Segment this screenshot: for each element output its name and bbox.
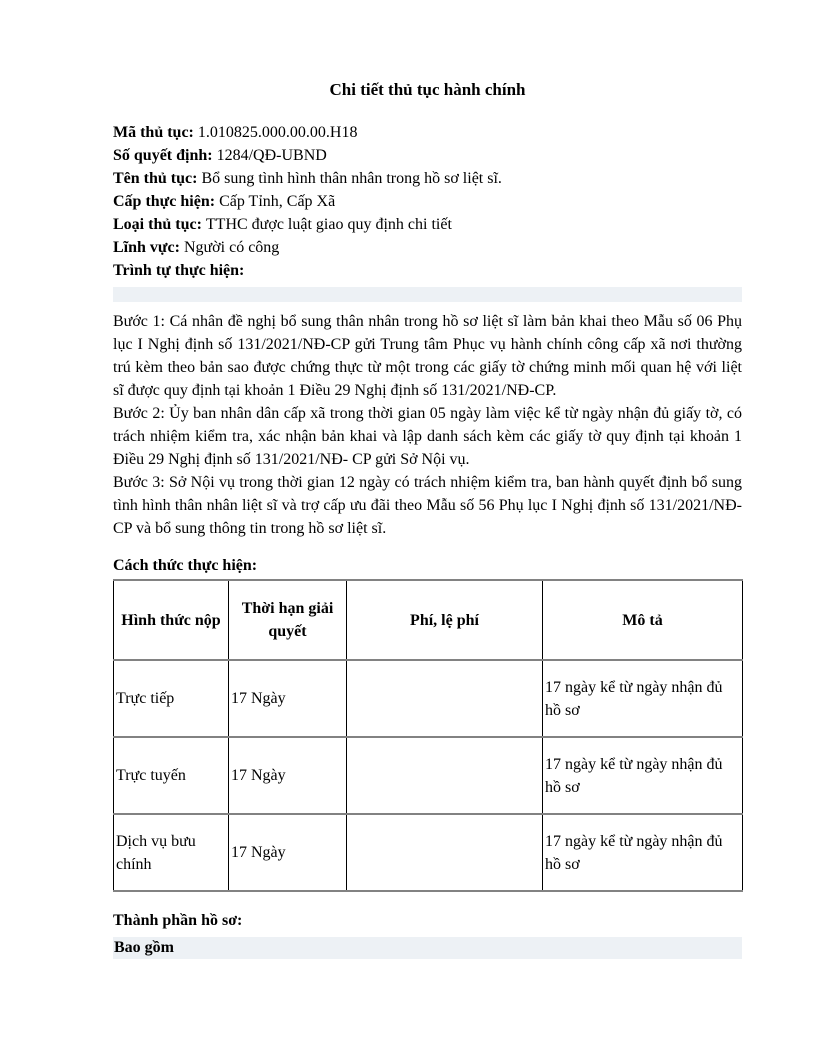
table-header-row bbox=[114, 580, 743, 660]
field-value: Bổ sung tình hình thân nhân trong hồ sơ liệt sĩ. bbox=[201, 170, 502, 187]
field-label: Cấp thực hiện: bbox=[113, 193, 216, 210]
page-title: Chi tiết thủ tục hành chính bbox=[329, 80, 526, 99]
field-value: Cấp Tỉnh, Cấp Xã bbox=[219, 193, 336, 210]
cell-hinh-thuc: Dịch vụ bưu chính bbox=[114, 814, 229, 891]
field-label: Tên thủ tục: bbox=[113, 170, 198, 187]
cell-phi bbox=[347, 814, 543, 891]
field-row-ten-thu-tuc bbox=[113, 167, 742, 190]
field-value: Người có công bbox=[183, 239, 280, 256]
cell-thoi-han: 17 Ngày bbox=[229, 737, 347, 814]
table-row bbox=[114, 737, 743, 814]
table-row bbox=[114, 814, 743, 891]
cell-hinh-thuc: Trực tuyến bbox=[114, 737, 229, 814]
includes-label-bar: Bao gồm bbox=[113, 937, 742, 959]
field-label: Lĩnh vực: bbox=[113, 239, 180, 256]
components-heading: Thành phần hồ sơ: bbox=[113, 912, 243, 929]
cell-thoi-han: 17 Ngày bbox=[229, 660, 347, 737]
cell-phi bbox=[347, 737, 543, 814]
field-row-cap-thuc-hien bbox=[113, 190, 742, 213]
process-steps bbox=[113, 310, 742, 540]
field-label: Loại thủ tục: bbox=[113, 216, 202, 233]
document-content bbox=[113, 78, 742, 959]
method-heading: Cách thức thực hiện: bbox=[113, 557, 258, 574]
cell-thoi-han: 17 Ngày bbox=[229, 814, 347, 891]
process-sequence-heading: Trình tự thực hiện: bbox=[113, 262, 245, 279]
step-paragraph-2: Bước 2: Ủy ban nhân dân cấp xã trong thời gian 05 ngày làm việc kể từ ngày nhận đủ giấy tờ, có trách nhiệm kiểm tra, xác nhận bản khai và lập danh sách kèm các giấy tờ quy định tại khoản 1 Điều 29 Nghị định số 131/2021/NĐ- CP gửi Sở Nội vụ. bbox=[113, 405, 742, 468]
field-label: Số quyết định: bbox=[113, 147, 213, 164]
col-header-hinh-thuc-nop: Hình thức nộp bbox=[114, 580, 229, 660]
step-paragraph-3: Bước 3: Sở Nội vụ trong thời gian 12 ngày có trách nhiệm kiểm tra, ban hành quyết định bổ sung tình hình thân nhân liệt sĩ và trợ cấp ưu đãi theo Mẫu số 56 Phụ lục I Nghị định số 131/2021/NĐ-CP và bổ sung thông tin trong hồ sơ liệt sĩ. bbox=[113, 474, 742, 537]
cell-mo-ta: 17 ngày kể từ ngày nhận đủ hồ sơ bbox=[543, 660, 743, 737]
cell-phi bbox=[347, 660, 543, 737]
field-value: TTHC được luật giao quy định chi tiết bbox=[205, 216, 452, 233]
field-list bbox=[113, 121, 742, 259]
methods-table bbox=[113, 579, 743, 892]
cell-mo-ta: 17 ngày kể từ ngày nhận đủ hồ sơ bbox=[543, 737, 743, 814]
table-row bbox=[114, 660, 743, 737]
field-label: Mã thủ tục: bbox=[113, 124, 194, 141]
field-row-ma-thu-tuc bbox=[113, 121, 742, 144]
cell-hinh-thuc: Trực tiếp bbox=[114, 660, 229, 737]
col-header-mo-ta: Mô tả bbox=[543, 580, 743, 660]
col-header-phi-le-phi: Phí, lệ phí bbox=[347, 580, 543, 660]
field-row-so-quyet-dinh bbox=[113, 144, 742, 167]
col-header-thoi-han-giai-quyet: Thời hạn giải quyết bbox=[229, 580, 347, 660]
cell-mo-ta: 17 ngày kể từ ngày nhận đủ hồ sơ bbox=[543, 814, 743, 891]
field-row-loai-thu-tuc bbox=[113, 213, 742, 236]
field-value: 1.010825.000.00.00.H18 bbox=[197, 124, 358, 141]
field-row-linh-vuc bbox=[113, 236, 742, 259]
field-value: 1284/QĐ-UBND bbox=[216, 147, 327, 164]
empty-highlight-bar bbox=[113, 287, 742, 302]
step-paragraph-1: Bước 1: Cá nhân đề nghị bổ sung thân nhân trong hồ sơ liệt sĩ làm bản khai theo Mẫu số 06 Phụ lục I Nghị định số 131/2021/NĐ-CP gửi Trung tâm Phục vụ hành chính công cấp xã nơi thường trú kèm theo bản sao được chứng thực từ một trong các giấy tờ chứng minh mối quan hệ với liệt sĩ được quy định tại khoản 1 Điều 29 Nghị định số 131/2021/NĐ-CP. bbox=[113, 313, 742, 399]
